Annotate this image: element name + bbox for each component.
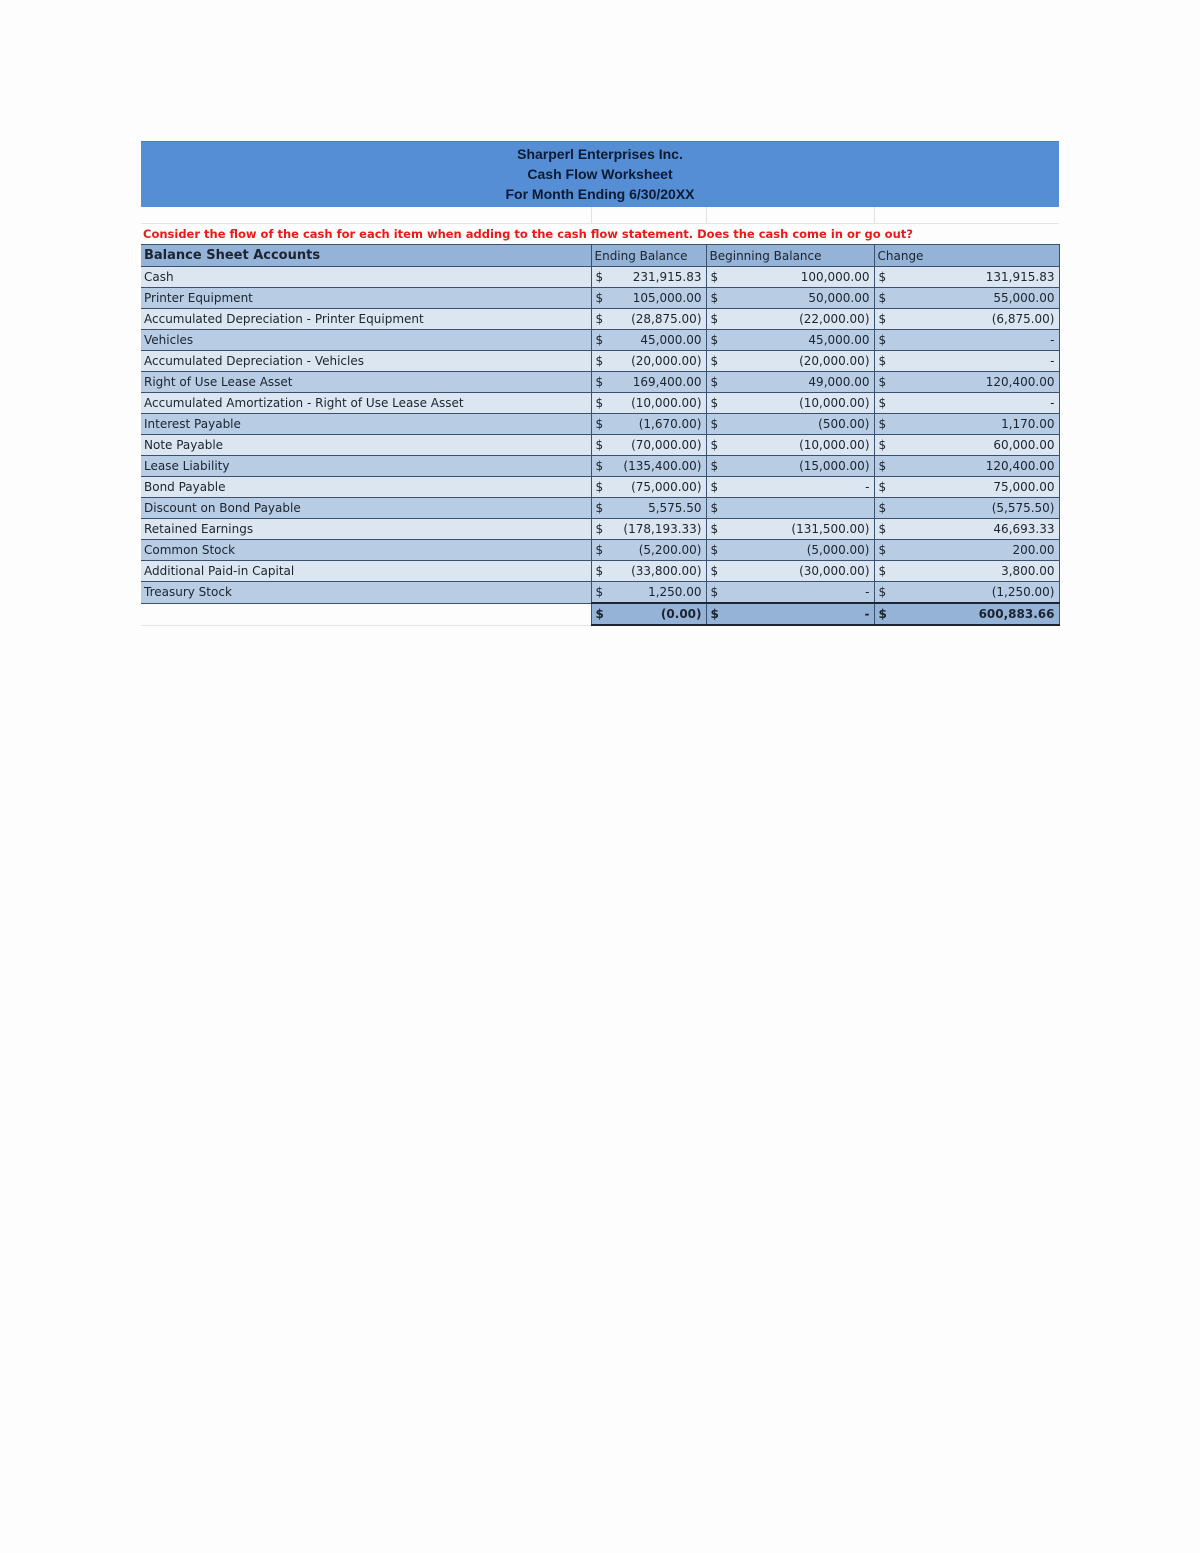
- ending-balance-value: 5,575.50: [648, 501, 702, 515]
- ending-balance: [591, 288, 706, 309]
- beginning-balance-value: 45,000.00: [808, 333, 870, 347]
- account-name: Additional Paid-in Capital: [141, 561, 591, 582]
- ending-balance: [591, 414, 706, 435]
- currency-symbol: $: [595, 522, 604, 536]
- change-amount: [874, 561, 1059, 582]
- beginning-balance: [706, 519, 874, 540]
- change-amount-value: 3,800.00: [1001, 564, 1055, 578]
- spacer-row: [141, 207, 1059, 224]
- currency-symbol: $: [710, 396, 719, 410]
- currency-symbol: $: [595, 270, 604, 284]
- ending-balance: [591, 267, 706, 288]
- account-name: Right of Use Lease Asset: [141, 372, 591, 393]
- currency-symbol: $: [710, 375, 719, 389]
- beginning-balance: [706, 561, 874, 582]
- account-name: Discount on Bond Payable: [141, 498, 591, 519]
- currency-symbol: $: [710, 564, 719, 578]
- total-beginning-value: -: [864, 607, 870, 621]
- beginning-balance-value: -: [865, 480, 870, 494]
- instruction-note: Consider the flow of the cash for each item when adding to the cash flow statement. Does the cash come in or go out?: [143, 227, 913, 241]
- beginning-balance: [706, 372, 874, 393]
- currency-symbol: $: [878, 501, 887, 515]
- change-amount: [874, 351, 1059, 372]
- change-amount-value: 120,400.00: [985, 375, 1055, 389]
- currency-symbol: $: [595, 459, 604, 473]
- currency-symbol: $: [595, 354, 604, 368]
- change-amount-value: 60,000.00: [993, 438, 1055, 452]
- account-name: Interest Payable: [141, 414, 591, 435]
- account-name: Accumulated Depreciation - Vehicles: [141, 351, 591, 372]
- ending-balance-value: (135,400.00): [623, 459, 702, 473]
- ending-balance-value: 231,915.83: [632, 270, 702, 284]
- change-amount-value: -: [1050, 333, 1055, 347]
- change-amount-value: 75,000.00: [993, 480, 1055, 494]
- table-row: [141, 330, 1059, 351]
- ending-balance: [591, 519, 706, 540]
- currency-symbol: $: [878, 291, 887, 305]
- ending-balance-value: (10,000.00): [631, 396, 702, 410]
- table-row: [141, 288, 1059, 309]
- ending-balance-value: (1,670.00): [638, 417, 702, 431]
- currency-symbol: $: [878, 396, 887, 410]
- change-amount: [874, 456, 1059, 477]
- currency-symbol: $: [878, 375, 887, 389]
- account-name: Treasury Stock: [141, 582, 591, 604]
- account-name: Bond Payable: [141, 477, 591, 498]
- account-name: Vehicles: [141, 330, 591, 351]
- currency-symbol: $: [878, 564, 887, 578]
- currency-symbol: $: [710, 480, 719, 494]
- currency-symbol: $: [595, 333, 604, 347]
- balance-sheet-table: [141, 244, 1060, 626]
- currency-symbol: $: [595, 607, 604, 621]
- currency-symbol: $: [595, 396, 604, 410]
- currency-symbol: $: [710, 522, 719, 536]
- currency-symbol: $: [710, 333, 719, 347]
- column-header-change: Change: [874, 245, 1059, 267]
- change-amount: [874, 414, 1059, 435]
- title-band: [141, 141, 1059, 207]
- beginning-balance: [706, 267, 874, 288]
- currency-symbol: $: [595, 585, 604, 599]
- totals-row: [141, 603, 1059, 625]
- ending-balance: [591, 393, 706, 414]
- table-row: [141, 351, 1059, 372]
- currency-symbol: $: [710, 291, 719, 305]
- beginning-balance-value: -: [865, 585, 870, 599]
- currency-symbol: $: [878, 607, 887, 621]
- change-amount: [874, 393, 1059, 414]
- table-row: [141, 519, 1059, 540]
- beginning-balance: [706, 582, 874, 604]
- currency-symbol: $: [710, 459, 719, 473]
- table-row: [141, 456, 1059, 477]
- header-row: [141, 245, 1059, 267]
- beginning-balance-value: (22,000.00): [799, 312, 870, 326]
- currency-symbol: $: [878, 438, 887, 452]
- currency-symbol: $: [710, 354, 719, 368]
- change-amount: [874, 582, 1059, 604]
- currency-symbol: $: [878, 333, 887, 347]
- beginning-balance: [706, 456, 874, 477]
- beginning-balance: [706, 435, 874, 456]
- total-change-value: 600,883.66: [978, 607, 1055, 621]
- change-amount: [874, 519, 1059, 540]
- currency-symbol: $: [878, 354, 887, 368]
- change-amount: [874, 477, 1059, 498]
- table-row: [141, 477, 1059, 498]
- beginning-balance: [706, 540, 874, 561]
- beginning-balance-value: (500.00): [818, 417, 870, 431]
- table-row: [141, 498, 1059, 519]
- currency-symbol: $: [595, 291, 604, 305]
- change-amount: [874, 309, 1059, 330]
- currency-symbol: $: [710, 585, 719, 599]
- table-row: [141, 267, 1059, 288]
- account-name: Lease Liability: [141, 456, 591, 477]
- currency-symbol: $: [595, 501, 604, 515]
- currency-symbol: $: [878, 543, 887, 557]
- change-amount-value: 1,170.00: [1001, 417, 1055, 431]
- beginning-balance: [706, 477, 874, 498]
- currency-symbol: $: [595, 312, 604, 326]
- ending-balance: [591, 561, 706, 582]
- beginning-balance-value: (10,000.00): [799, 438, 870, 452]
- ending-balance-value: 1,250.00: [648, 585, 702, 599]
- worksheet-title: Cash Flow Worksheet: [527, 166, 673, 182]
- table-row: [141, 393, 1059, 414]
- table-row: [141, 561, 1059, 582]
- beginning-balance: [706, 414, 874, 435]
- change-amount-value: 200.00: [1012, 543, 1055, 557]
- beginning-balance-value: 100,000.00: [800, 270, 870, 284]
- account-name: Accumulated Depreciation - Printer Equipment: [141, 309, 591, 330]
- table-row: [141, 414, 1059, 435]
- currency-symbol: $: [595, 375, 604, 389]
- change-amount: [874, 498, 1059, 519]
- ending-balance: [591, 498, 706, 519]
- account-name: Accumulated Amortization - Right of Use Lease Asset: [141, 393, 591, 414]
- ending-balance-value: (178,193.33): [623, 522, 702, 536]
- account-name: Common Stock: [141, 540, 591, 561]
- table-row: [141, 540, 1059, 561]
- change-amount-value: (5,575.50): [991, 501, 1055, 515]
- total-ending: [591, 603, 706, 625]
- beginning-balance-value: (5,000.00): [806, 543, 870, 557]
- change-amount: [874, 540, 1059, 561]
- ending-balance: [591, 582, 706, 604]
- currency-symbol: $: [878, 417, 887, 431]
- column-header-beginning: Beginning Balance: [706, 245, 874, 267]
- beginning-balance: [706, 393, 874, 414]
- change-amount-value: (6,875.00): [991, 312, 1055, 326]
- currency-symbol: $: [878, 270, 887, 284]
- total-change: [874, 603, 1059, 625]
- beginning-balance-value: (20,000.00): [799, 354, 870, 368]
- totals-label-cell: [141, 603, 591, 625]
- ending-balance-value: 105,000.00: [632, 291, 702, 305]
- change-amount-value: 131,915.83: [985, 270, 1055, 284]
- beginning-balance: [706, 351, 874, 372]
- beginning-balance-value: 50,000.00: [808, 291, 870, 305]
- beginning-balance: [706, 309, 874, 330]
- change-amount: [874, 288, 1059, 309]
- beginning-balance: [706, 288, 874, 309]
- currency-symbol: $: [595, 543, 604, 557]
- ending-balance-value: (33,800.00): [631, 564, 702, 578]
- ending-balance: [591, 477, 706, 498]
- change-amount-value: -: [1050, 354, 1055, 368]
- currency-symbol: $: [878, 522, 887, 536]
- change-amount-value: -: [1050, 396, 1055, 410]
- change-amount: [874, 267, 1059, 288]
- ending-balance-value: (70,000.00): [631, 438, 702, 452]
- ending-balance-value: 45,000.00: [640, 333, 702, 347]
- beginning-balance-value: (10,000.00): [799, 396, 870, 410]
- total-ending-value: (0.00): [660, 607, 702, 621]
- change-amount-value: 46,693.33: [993, 522, 1055, 536]
- table-row: [141, 435, 1059, 456]
- account-name: Cash: [141, 267, 591, 288]
- account-name: Retained Earnings: [141, 519, 591, 540]
- currency-symbol: $: [710, 312, 719, 326]
- ending-balance: [591, 309, 706, 330]
- beginning-balance-value: (131,500.00): [791, 522, 870, 536]
- ending-balance: [591, 435, 706, 456]
- ending-balance-value: (28,875.00): [631, 312, 702, 326]
- beginning-balance-value: (30,000.00): [799, 564, 870, 578]
- currency-symbol: $: [878, 459, 887, 473]
- currency-symbol: $: [595, 564, 604, 578]
- currency-symbol: $: [595, 438, 604, 452]
- table-row: [141, 372, 1059, 393]
- ending-balance: [591, 330, 706, 351]
- change-amount: [874, 372, 1059, 393]
- currency-symbol: $: [710, 438, 719, 452]
- beginning-balance: [706, 498, 874, 519]
- ending-balance-value: (20,000.00): [631, 354, 702, 368]
- ending-balance-value: (5,200.00): [638, 543, 702, 557]
- beginning-balance-value: 49,000.00: [808, 375, 870, 389]
- column-header-ending: Ending Balance: [591, 245, 706, 267]
- currency-symbol: $: [710, 417, 719, 431]
- change-amount: [874, 435, 1059, 456]
- account-name: Printer Equipment: [141, 288, 591, 309]
- total-beginning: [706, 603, 874, 625]
- beginning-balance-value: (15,000.00): [799, 459, 870, 473]
- ending-balance: [591, 540, 706, 561]
- change-amount-value: 120,400.00: [985, 459, 1055, 473]
- period-label: For Month Ending 6/30/20XX: [505, 186, 695, 202]
- currency-symbol: $: [710, 270, 719, 284]
- column-header-account: Balance Sheet Accounts: [141, 245, 591, 267]
- currency-symbol: $: [710, 607, 719, 621]
- cash-flow-worksheet: [141, 141, 1059, 626]
- currency-symbol: $: [710, 501, 719, 515]
- account-name: Note Payable: [141, 435, 591, 456]
- currency-symbol: $: [710, 543, 719, 557]
- ending-balance: [591, 351, 706, 372]
- currency-symbol: $: [878, 585, 887, 599]
- beginning-balance: [706, 330, 874, 351]
- ending-balance-value: 169,400.00: [632, 375, 702, 389]
- currency-symbol: $: [878, 312, 887, 326]
- currency-symbol: $: [878, 480, 887, 494]
- table-row: [141, 582, 1059, 604]
- ending-balance-value: (75,000.00): [631, 480, 702, 494]
- currency-symbol: $: [595, 417, 604, 431]
- change-amount: [874, 330, 1059, 351]
- ending-balance: [591, 456, 706, 477]
- currency-symbol: $: [595, 480, 604, 494]
- ending-balance: [591, 372, 706, 393]
- change-amount-value: 55,000.00: [993, 291, 1055, 305]
- change-amount-value: (1,250.00): [991, 585, 1055, 599]
- table-row: [141, 309, 1059, 330]
- company-name: Sharperl Enterprises Inc.: [517, 146, 683, 162]
